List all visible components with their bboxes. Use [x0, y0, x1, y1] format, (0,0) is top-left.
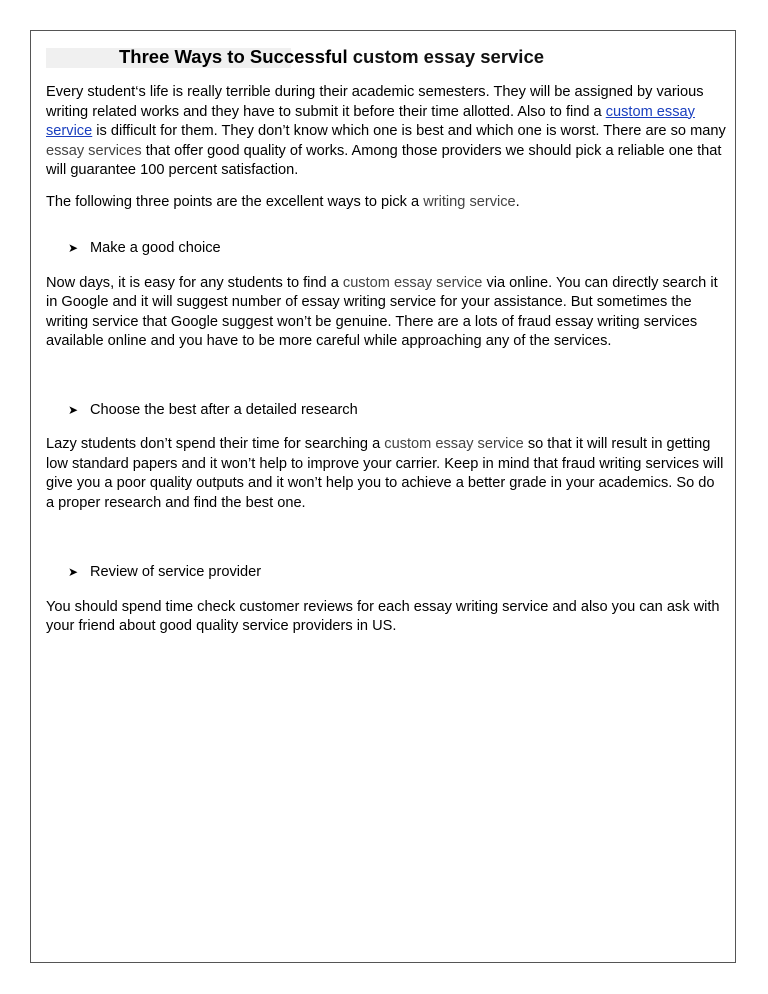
bullet-item: [46, 563, 726, 583]
arrowhead-right-icon: ➤: [68, 402, 79, 417]
bullet-item: [46, 239, 726, 259]
points-intro-paragraph: The following three points are the excellent ways to pick a writing service.: [46, 193, 520, 210]
bullet-label: Choose the best after a detailed research: [90, 401, 358, 418]
document-body: [46, 45, 726, 637]
title-bold-part: Three Ways to Successful: [119, 46, 348, 67]
document-title: [46, 45, 726, 69]
body-paragraph-research: Lazy students don’t spend their time for searching a custom essay service so that it will result in getting low standard papers and it won’t help to improve your carrier. Keep in mind that fraud writing services will give you a poor quality outputs and it won’t help you to achieve a better grade in your academics. So do a proper research and find the best one.: [46, 436, 724, 511]
title-rest-part: custom essay service: [347, 46, 545, 67]
page-frame: [30, 30, 736, 963]
body-paragraph-review: You should spend time check customer reviews for each essay writing service and also you can ask with your friend about good quality service providers in US.: [46, 598, 720, 634]
custom-essay-service-link[interactable]: custom essay service: [46, 103, 695, 139]
bullet-label: Review of service provider: [90, 564, 262, 580]
intro-paragraph: Every student‘s life is really terrible during their academic semesters. They will be assigned by various writing related works and they have to submit it before their time allotted. Also to find a custom essay service is difficult for them. They don’t know which one is best and which one is worst. There are so many essay services that offer good quality of works. Among those providers we should pick a reliable one that will guarantee 100 percent satisfaction.: [46, 84, 726, 178]
arrowhead-right-icon: ➤: [68, 241, 79, 255]
arrowhead-right-icon: ➤: [68, 565, 79, 579]
bullet-label: Make a good choice: [90, 240, 221, 256]
body-paragraph-choice: Now days, it is easy for any students to find a custom essay service via online. You can directly search it in Google and it will suggest number of essay writing service for your assistance. But sometimes the writing service that Google suggest won’t be genuine. There are a lots of fraud essay writing services available online and you have to be more careful while approaching any of the services.: [46, 274, 718, 349]
bullet-item: [46, 401, 726, 421]
